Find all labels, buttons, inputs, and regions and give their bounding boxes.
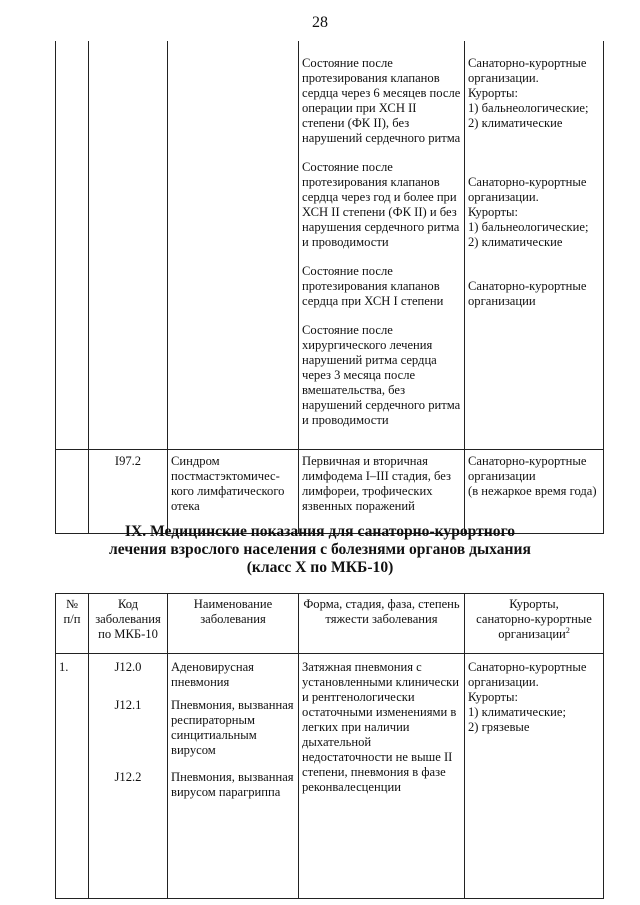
resort-cell: Санаторно-курортные организации. Курорты: 1) климатические; 2) грязевые: [465, 654, 604, 899]
respiratory-table: [55, 593, 604, 899]
disease-cell: Синдром постмастэктомичес-кого лимфатического отека: [168, 449, 299, 533]
header-code: Код заболевания по МКБ-10: [89, 594, 168, 654]
resort-text: Санаторно-курортные организации: [468, 279, 587, 308]
table-row: [56, 654, 604, 899]
header-form: Форма, стадия, фаза, степень тяжести заболевания: [299, 594, 465, 654]
disease-cell: Аденовирусная пневмония Пневмония, вызванная респираторным синцитиальным вирусом Пневмония, вызванная вирусом парагриппа: [168, 654, 299, 899]
table-header-row: [56, 594, 604, 654]
form-cell: Первичная и вторичная лимфодема I–III стадия, без лимфореи, трофических язвенных поражений: [299, 449, 465, 533]
table-row: [56, 449, 604, 533]
resort-text: Санаторно-курортные организации. Курорты: 1) бальнеологические; 2) климатические: [468, 175, 589, 249]
form-cell: Затяжная пневмония с установленными клинически и рентгенологически остаточными изменениями в легких при наличии дыхательной недостаточности не выше II степени, пневмония в фазе реконвалесценции: [299, 654, 465, 899]
code-cell: [89, 41, 168, 449]
form-cell: [299, 41, 465, 449]
cardio-table-continued: [55, 41, 604, 534]
section-title: IX. Медицинские показания для санаторно-курортного лечения взрослого населения с болезнями органов дыхания (класс X по МКБ-10): [109, 523, 531, 576]
disease-cell: [168, 41, 299, 449]
num-cell: [56, 41, 89, 449]
table-row: [56, 41, 604, 449]
footnote-mark: 2: [565, 625, 570, 635]
resort-cell: [465, 41, 604, 449]
header-num: № п/п: [56, 594, 89, 654]
state-text: Состояние после протезирования клапанов сердца при ХСН I степени: [302, 264, 444, 308]
num-cell: [56, 449, 89, 533]
header-name: Наименование заболевания: [168, 594, 299, 654]
state-text: Состояние после протезирования клапанов сердца через год и более при ХСН II степени (ФК II) и без нарушения сердечного ритма и проводимости: [302, 160, 460, 249]
resort-text: Санаторно-курортные организации. Курорты: 1) бальнеологические; 2) климатические: [468, 56, 589, 130]
code-cell: I97.2: [89, 449, 168, 533]
state-text: Состояние после протезирования клапанов сердца через 6 месяцев после операции при ХСН II степени (ФК II), без нарушений сердечного ритма: [302, 56, 461, 145]
resort-cell: Санаторно-курортные организации (в нежаркое время года): [465, 449, 604, 533]
num-cell: 1.: [56, 654, 89, 899]
state-text: Состояние после хирургического лечения нарушений ритма сердца через 3 месяца после вмешательства, без нарушений сердечного ритма и проводимости: [302, 323, 461, 427]
code-cell: J12.0 J12.1 J12.2: [89, 654, 168, 899]
page-number: 28: [312, 14, 328, 31]
header-resorts: Курорты, санаторно-курортные организации$^2$: [465, 594, 604, 654]
